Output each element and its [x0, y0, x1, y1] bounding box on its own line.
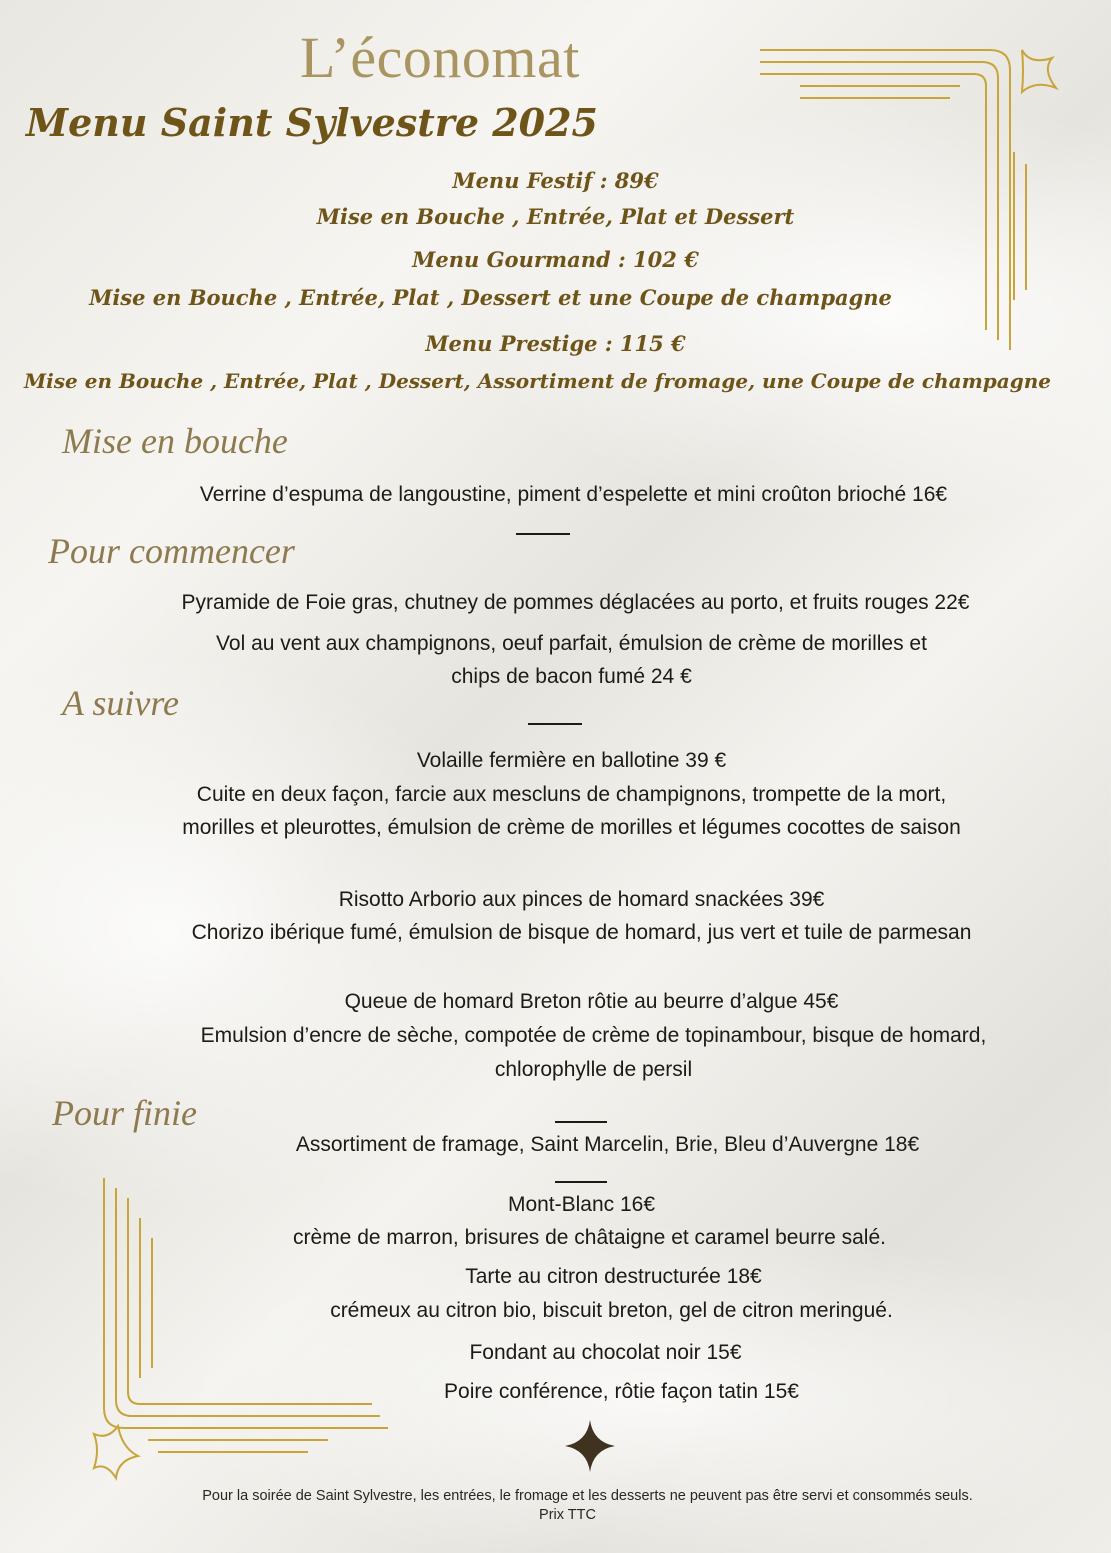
section-heading-pour-finir: Pour finie — [52, 1093, 197, 1133]
divider — [555, 1121, 607, 1123]
cheese-course: Assortiment de framage, Saint Marcelin, Brie, Bleu d’Auvergne 18€ — [295, 1133, 920, 1156]
dessert-name: Mont-Blanc 16€ — [507, 1193, 656, 1216]
star-icon — [565, 1420, 615, 1472]
formule-gourmand-name: Menu Gourmand : 102 € — [412, 247, 699, 272]
menu-item: Verrine d’espuma de langoustine, piment d’espelette et mini croûton brioché 16€ — [199, 483, 948, 506]
dish-description: morilles et pleurottes, émulsion de crème de morilles et légumes cocottes de saison — [182, 816, 961, 839]
formule-gourmand-content: Mise en Bouche , Entrée, Plat , Dessert et une Coupe de champagne — [89, 285, 892, 310]
divider — [516, 533, 570, 535]
formule-prestige-content: Mise en Bouche , Entrée, Plat , Dessert, Assortiment de fromage, une Coupe de champagne — [24, 369, 1051, 393]
dish-name: Queue de homard Breton rôtie au beurre d’algue 45€ — [344, 990, 839, 1013]
footer-price-note: Prix TTC — [539, 1507, 596, 1523]
dessert-name: Poire conférence, rôtie façon tatin 15€ — [444, 1380, 799, 1403]
dish-description: Emulsion d’encre de sèche, compotée de crème de topinambour, bisque de homard, — [200, 1024, 987, 1047]
section-heading-pour-commencer: Pour commencer — [48, 531, 295, 571]
corner-ornament-bottom-left — [88, 1178, 408, 1490]
dessert-name: Fondant au chocolat noir 15€ — [469, 1341, 742, 1364]
dessert-name: Tarte au citron destructurée 18€ — [465, 1265, 762, 1288]
dish-description: Chorizo ibérique fumé, émulsion de bisque de homard, jus vert et tuile de parmesan — [191, 921, 972, 944]
restaurant-logo: L’économat — [300, 25, 580, 90]
dish-name: Risotto Arborio aux pinces de homard snackées 39€ — [338, 888, 825, 911]
menu-item: Vol au vent aux champignons, oeuf parfait, émulsion de crème de morilles et — [216, 632, 927, 655]
menu-item: chips de bacon fumé 24 € — [451, 665, 692, 688]
divider — [528, 723, 582, 725]
section-heading-a-suivre: A suivre — [62, 683, 179, 723]
footer-note: Pour la soirée de Saint Sylvestre, les entrées, le fromage et les desserts ne peuvent pas être servi et consommés seuls. — [202, 1488, 973, 1504]
section-heading-mise-en-bouche: Mise en bouche — [62, 421, 288, 461]
divider — [555, 1181, 607, 1183]
dessert-description: crémeux au citron bio, biscuit breton, gel de citron meringué. — [330, 1299, 893, 1322]
formule-festif-content: Mise en Bouche , Entrée, Plat et Dessert — [316, 204, 795, 229]
dessert-description: crème de marron, brisures de châtaigne et caramel beurre salé. — [293, 1226, 886, 1249]
menu-item: Pyramide de Foie gras, chutney de pommes déglacées au porto, et fruits rouges 22€ — [181, 591, 970, 614]
dish-description: Cuite en deux façon, farcie aux mescluns de champignons, trompette de la mort, — [196, 783, 947, 806]
formule-festif-name: Menu Festif : 89€ — [452, 168, 659, 193]
formule-prestige-name: Menu Prestige : 115 € — [425, 331, 686, 356]
dish-name: Volaille fermière en ballotine 39 € — [416, 749, 727, 772]
page-title: Menu Saint Sylvestre 2025 — [26, 100, 598, 145]
dish-description: chlorophylle de persil — [494, 1058, 693, 1081]
